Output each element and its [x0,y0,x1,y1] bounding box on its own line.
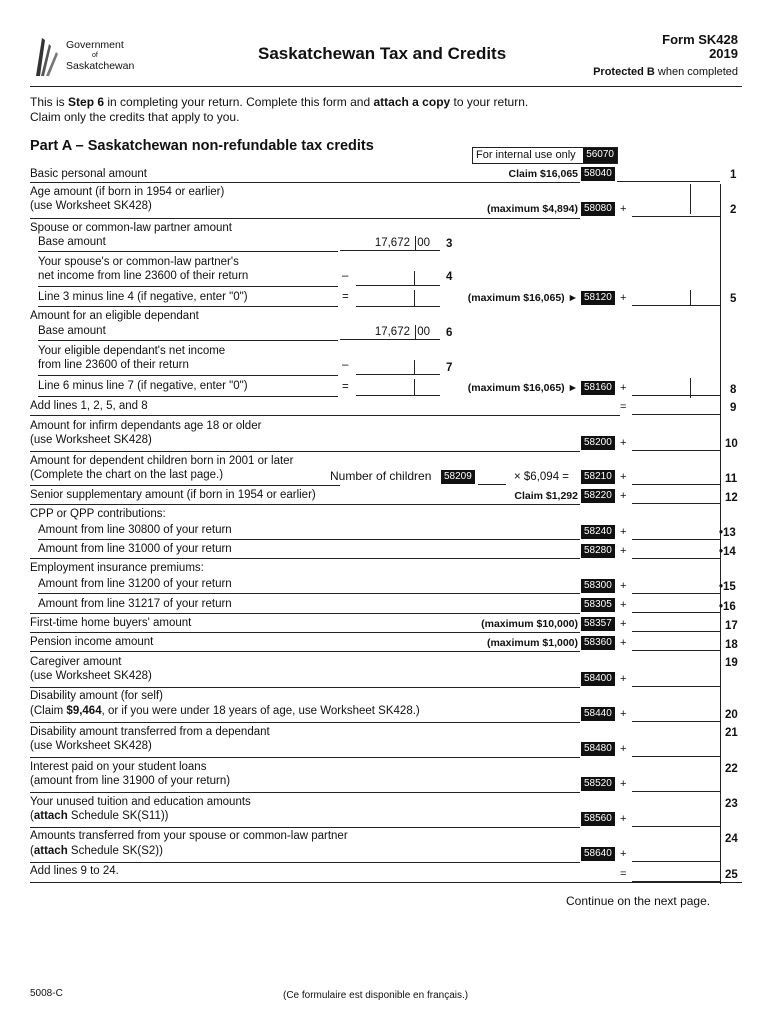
line2-number: 2 [730,204,737,216]
line5-note: (maximum $16,065) ► [467,292,578,304]
line14-number: •14 [719,546,736,558]
line20-number: 20 [725,709,738,721]
line8-code: 58160 [581,381,615,395]
line15-label: Amount from line 31200 of your return [38,578,232,590]
line7-label2: from line 23600 of their return [38,359,189,371]
logo-text-line3: Saskatchewan [66,60,135,72]
line20-label1: Disability amount (for self) [30,690,163,702]
line16-rule [30,613,580,614]
line1-label: Basic personal amount [30,168,147,180]
line1-number: 1 [730,169,737,181]
line2-label1: Age amount (if born in 1954 or earlier) [30,186,225,198]
line19-rule [30,687,580,688]
line21-label2: (use Worksheet SK428) [30,740,152,752]
internal-use-code: 56070 [583,148,617,163]
line11-children-label: Number of children [330,469,432,483]
line20-rule [30,722,580,723]
line10-label2: (use Worksheet SK428) [30,434,152,446]
line23-number: 23 [725,798,738,810]
line25-field[interactable] [632,867,720,882]
line2-field[interactable] [632,203,720,217]
line4-op: – [342,270,349,282]
line6-label: Base amount [38,325,106,337]
line17-number: 17 [725,620,738,632]
line11-code: 58210 [581,470,615,484]
line13-code: 58240 [581,525,615,539]
line21-code: 58480 [581,742,615,756]
line24-field[interactable] [632,848,720,862]
line7-rule [38,375,338,376]
line12-field[interactable] [632,490,720,504]
line12-number: 12 [725,492,738,504]
line2-note: (maximum $4,894) [486,203,578,215]
line24-label2: (attach Schedule SK(S2)) [30,845,163,857]
dependant-heading: Amount for an eligible dependant [30,310,199,322]
line24-rule [30,862,580,863]
government-logo [32,34,142,80]
line15-rule [38,593,580,594]
line10-plus: + [620,437,627,449]
line12-label: Senior supplementary amount (if born in 1954 or earlier) [30,489,316,501]
line6-amount: 17,672 00 [340,325,440,340]
line13-plus: + [620,526,627,538]
line5-number: 5 [730,293,737,305]
line17-note: (maximum $10,000) [481,618,578,630]
line16-code: 58305 [581,598,615,612]
line17-label: First-time home buyers' amount [30,617,192,629]
line25-rule [30,882,742,883]
line5-plus: + [620,292,627,304]
cpp-heading: CPP or QPP contributions: [30,508,166,520]
line8-field[interactable] [632,382,720,396]
line9-field[interactable] [632,400,720,415]
line25-label: Add lines 9 to 24. [30,865,119,877]
line24-label1: Amounts transferred from your spouse or common-law partner [30,830,348,842]
line5-label: Line 3 minus line 4 (if negative, enter "0") [38,291,248,303]
line22-plus: + [620,778,627,790]
line9-label: Add lines 1, 2, 5, and 8 [30,400,148,412]
form-code: 5008-C [30,988,63,999]
line11-plus: + [620,471,627,483]
form-year: 2019 [709,46,738,61]
line14-field[interactable] [632,545,720,559]
line15-plus: + [620,580,627,592]
line13-label: Amount from line 30800 of your return [38,524,232,536]
line12-rule [30,504,580,505]
line25-op: = [620,868,627,880]
logo-text-line2: of [92,52,98,59]
intro-line2: Claim only the credits that apply to you. [30,110,240,124]
line5-code: 58120 [581,291,615,305]
line18-number: 18 [725,639,738,651]
line19-plus: + [620,673,627,685]
line17-plus: + [620,618,627,630]
line7-cents-divider [414,360,415,375]
line14-label: Amount from line 31000 of your return [38,543,232,555]
line4-cents-divider [414,271,415,286]
line3-rule [38,251,338,252]
line7-number: 7 [446,362,453,374]
line8-rule [38,396,338,397]
line11-mult: × $6,094 = [514,471,569,483]
line1-code: 58040 [581,167,615,181]
line13-rule [38,539,580,540]
line19-field[interactable] [632,673,720,687]
line12-plus: + [620,490,627,502]
continue-note: Continue on the next page. [566,894,711,908]
line25-number: 25 [725,869,738,881]
line6-rule [38,340,338,341]
logo-wheat-icon [32,34,62,78]
line4-rule [38,286,338,287]
line9-number: 9 [730,402,737,414]
line18-code: 58360 [581,636,615,650]
internal-use-label: For internal use only [476,149,576,161]
number-of-children-field[interactable] [478,470,506,485]
line11-label2: (Complete the chart on the last page.) [30,469,224,481]
line21-number: 21 [725,727,738,739]
line16-label: Amount from line 31217 of your return [38,598,232,610]
line22-rule [30,792,580,793]
page-title: Saskatchewan Tax and Credits [258,44,507,63]
line14-rule [30,558,580,559]
line16-field[interactable] [632,599,720,613]
spouse-heading: Spouse or common-law partner amount [30,222,232,234]
line22-number: 22 [725,763,738,775]
line24-plus: + [620,848,627,860]
line16-plus: + [620,599,627,611]
line23-label1: Your unused tuition and education amounts [30,796,251,808]
line10-code: 58200 [581,436,615,450]
line21-field[interactable] [632,743,720,757]
line5-cents-divider [414,290,415,306]
protected-bold: Protected B [593,66,655,78]
line8-note: (maximum $16,065) ► [467,382,578,394]
line13-number: •13 [719,527,736,539]
line3-amount: 17,672 00 [340,236,440,251]
line10-number: 10 [725,438,738,450]
line15-field[interactable] [632,580,720,594]
line23-field[interactable] [632,813,720,827]
line4-label1: Your spouse's or common-law partner's [38,256,239,268]
line2-code: 58080 [581,202,615,216]
line16-number: •16 [719,601,736,613]
line5-field-left[interactable] [356,292,440,307]
line5-op: = [342,291,349,303]
line8-cents-divider [414,379,415,395]
line19-code: 58400 [581,672,615,686]
line21-plus: + [620,743,627,755]
line5-rule [38,306,338,307]
intro-line1: This is Step 6 in completing your return. Complete this form and attach a copy to your return. [30,95,529,109]
line2-rule [30,218,580,219]
internal-use-box [472,147,618,164]
line20-field[interactable] [632,708,720,722]
line22-field[interactable] [632,778,720,792]
line13-field[interactable] [632,526,720,540]
line19-label1: Caregiver amount [30,656,122,668]
line15-code: 58300 [581,579,615,593]
line8-plus: + [620,382,627,394]
form-id: Form SK428 [662,32,738,47]
french-availability-note: (Ce formulaire est disponible en français.) [283,990,469,1001]
part-a-title: Part A – Saskatchewan non-refundable tax credits [30,138,374,154]
line18-plus: + [620,637,627,649]
line10-rule [30,451,580,452]
line9-rule [30,415,620,416]
line8-number: 8 [730,384,737,396]
line2-plus: + [620,203,627,215]
line24-number: 24 [725,833,738,845]
line11-rule [30,485,340,486]
line7-field[interactable] [356,360,440,375]
line22-label1: Interest paid on your student loans [30,761,207,773]
line7-label1: Your eligible dependant's net income [38,345,226,357]
line24-code: 58640 [581,847,615,861]
line21-rule [30,757,580,758]
line18-label: Pension income amount [30,636,154,648]
line1-note: Claim $16,065 [508,168,578,180]
line23-rule [30,827,580,828]
line17-rule [30,632,580,633]
line20-code: 58440 [581,707,615,721]
line11-children-code: 58209 [441,470,475,484]
line23-plus: + [620,813,627,825]
line19-label2: (use Worksheet SK428) [30,670,152,682]
header-rule [30,86,742,87]
line10-label1: Amount for infirm dependants age 18 or older [30,420,262,432]
line15-number: •15 [719,581,736,593]
logo-text-line1: Government [66,39,124,51]
line23-label2: (attach Schedule SK(S11)) [30,810,169,822]
line11-label1: Amount for dependent children born in 2001 or later [30,455,294,467]
line20-plus: + [620,708,627,720]
line14-code: 58280 [581,544,615,558]
line23-code: 58560 [581,812,615,826]
protected-rest: when completed [657,66,738,78]
line3-label: Base amount [38,236,106,248]
line22-code: 58520 [581,777,615,791]
line4-field[interactable] [356,271,440,286]
line17-field[interactable] [632,618,720,632]
line10-field[interactable] [632,437,720,451]
line22-label2: (amount from line 31900 of your return) [30,775,231,787]
line7-op: – [342,359,349,371]
line1-rule [30,182,580,183]
line18-note: (maximum $1,000) [486,637,578,649]
line9-op: = [620,401,627,413]
line11-field[interactable] [632,471,720,485]
line8-label: Line 6 minus line 7 (if negative, enter "0") [38,380,248,392]
line11-number: 11 [725,473,738,485]
line21-label1: Disability amount transferred from a dependant [30,726,270,738]
line5-field[interactable] [632,292,720,306]
line12-note: Claim $1,292 [514,490,578,502]
line19-number: 19 [725,657,738,669]
line3-number: 3 [446,238,453,250]
line8-field-left[interactable] [356,381,440,396]
line17-code: 58357 [581,617,615,631]
line2-label2: (use Worksheet SK428) [30,200,152,212]
line20-label2: (Claim $9,464, or if you were under 18 years of age, use Worksheet SK428.) [30,705,420,717]
line8-op: = [342,381,349,393]
line6-number: 6 [446,327,453,339]
ei-heading: Employment insurance premiums: [30,562,204,574]
line12-code: 58220 [581,489,615,503]
line1-field[interactable] [617,168,720,182]
line4-label2: net income from line 23600 of their return [38,270,249,282]
line14-plus: + [620,545,627,557]
line18-rule [30,651,580,652]
line4-number: 4 [446,271,453,283]
line18-field[interactable] [632,637,720,651]
protected-status [593,66,738,78]
